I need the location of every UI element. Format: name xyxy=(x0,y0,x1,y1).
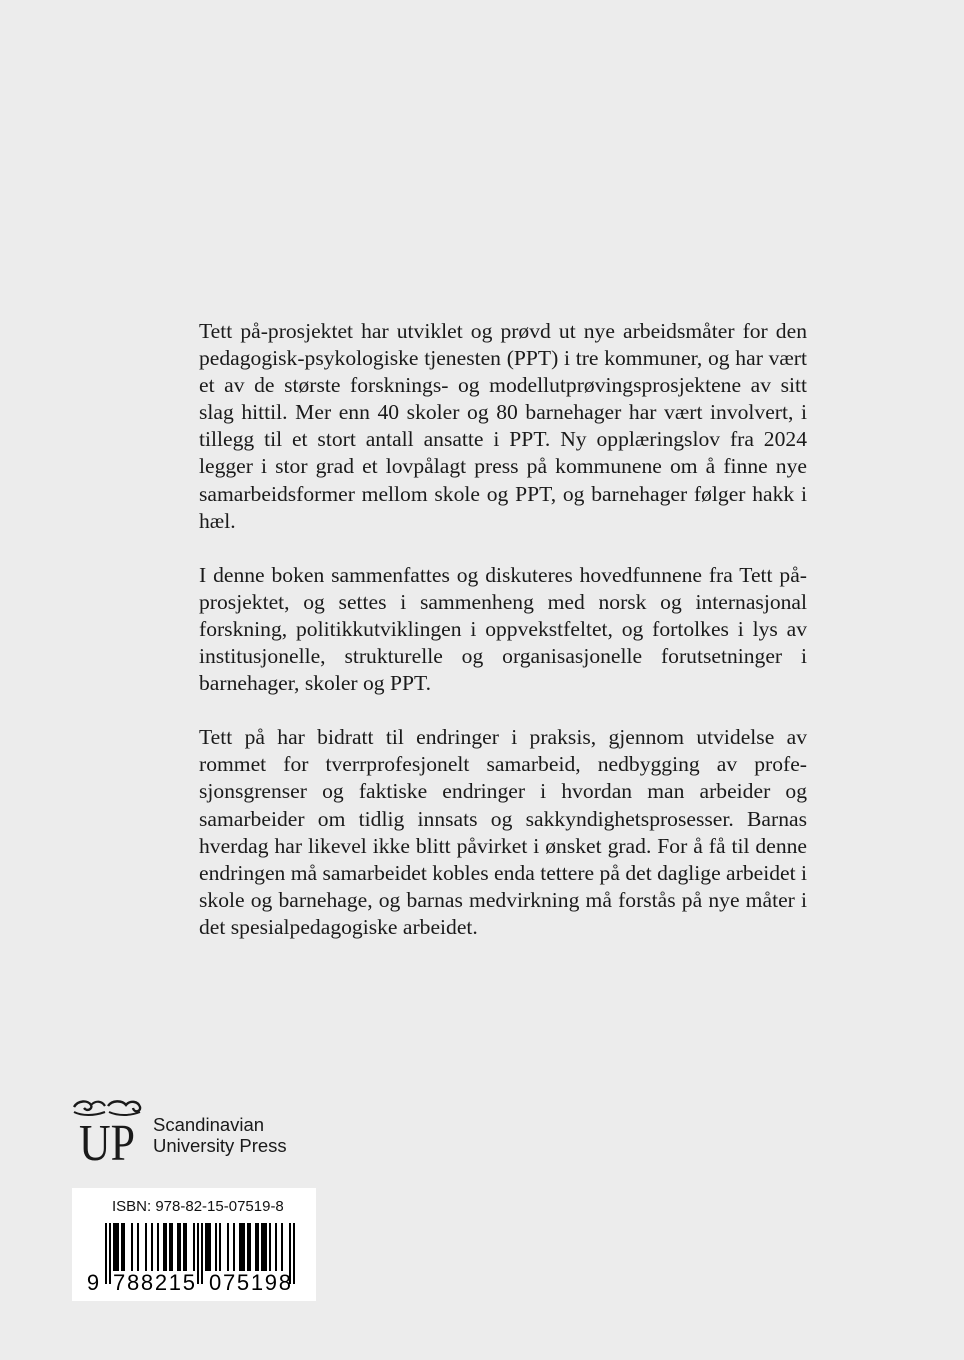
barcode-graphic xyxy=(72,1188,316,1301)
barcode-bar xyxy=(249,1223,251,1271)
barcode-bar xyxy=(185,1223,187,1271)
publisher-logo xyxy=(72,1098,312,1164)
barcode-bar xyxy=(163,1223,165,1271)
barcode-bar xyxy=(263,1223,265,1271)
barcode-bar xyxy=(269,1223,271,1271)
barcode-bar xyxy=(243,1223,245,1271)
barcode-bar xyxy=(275,1223,277,1271)
back-cover-blurb xyxy=(199,318,807,968)
isbn-label: ISBN: 978-82-15-07519-8 xyxy=(112,1198,284,1215)
barcode-bar xyxy=(247,1223,249,1271)
barcode-bar xyxy=(227,1223,229,1271)
up-logo-icon xyxy=(72,1098,142,1164)
barcode-bar xyxy=(207,1223,209,1271)
barcode-bar xyxy=(165,1223,167,1271)
publisher-name-line1: Scandinavian xyxy=(153,1114,265,1135)
logo-letters: UP xyxy=(79,1115,135,1164)
barcode-bar xyxy=(123,1223,125,1271)
barcode-bar xyxy=(121,1223,123,1271)
barcode-bar xyxy=(177,1223,179,1271)
barcode-bar xyxy=(113,1223,115,1271)
barcode-bar xyxy=(169,1223,171,1271)
barcode-bar xyxy=(157,1223,159,1271)
barcode-bar xyxy=(193,1223,195,1271)
barcode-bar xyxy=(241,1223,243,1271)
barcode-bar xyxy=(215,1223,217,1271)
barcode-bar xyxy=(255,1223,257,1271)
barcode-bar xyxy=(233,1223,235,1271)
barcode-guard-bar xyxy=(197,1223,199,1284)
barcode-guard-bar xyxy=(109,1223,111,1284)
barcode-bar xyxy=(171,1223,173,1271)
barcode-bar xyxy=(219,1223,221,1271)
blurb-paragraph-3: Tett på har bidratt til endringer i praksis, gjennom utvidelse av rommet for tverrprofesjonelt samarbeid, nedbygging av profesjonsgrenser og faktiske endringer i hvordan man arbeider og samarbeider om tidlig innsats og sakkyndighetsprosesser. Barnas hverdag har likevel ikke blitt påvirket i ønsket grad. For å få til denne endringen må samarbeidet kobles enda tettere på det daglige arbeidet i skole og barnehage, og barnas medvirkning må forstås på nye måter i det spesialpedagogiske arbeidet. xyxy=(199,725,807,939)
blurb-paragraph-2: I denne boken sammenfattes og diskuteres hovedfunnene fra Tett på-prosjektet, og settes i sammenheng med norsk og internasjonal forskning, politikkutviklingen i oppvekstfeltet, og fortolkes i lys av institusjonelle, strukturelle og organisasjonelle forutsetninger i barnehager, skoler og PPT. xyxy=(199,562,807,696)
barcode-right-digits: 075198 xyxy=(209,1270,291,1295)
barcode-bar xyxy=(179,1223,181,1271)
isbn-barcode-box xyxy=(72,1188,316,1301)
barcode-guard-bar xyxy=(105,1223,107,1284)
barcode-bar xyxy=(145,1223,147,1271)
barcode-guard-bar xyxy=(201,1223,203,1284)
blurb-paragraph-1: Tett på-prosjektet har utviklet og prøvd ut nye arbeidsmåter for den pedagogisk-psykologiske tjenesten (PPT) i tre kommuner, og har vært et av de største forsknings- og modellutprøvingsprosjektene av sitt slag hittil. Mer enn 40 skoler og 80 barnehager har vært involvert, i tillegg til et stort antall ansatte i PPT. Ny opplæringslov fra 2024 legger i stor grad et lovpålagt press på kommunene om å finne nye samarbeidsformer mellom skole og PPT, og barnehager følger hakk i hæl. xyxy=(199,319,807,533)
barcode-guard-bar xyxy=(293,1223,295,1284)
barcode-left-digits: 788215 xyxy=(113,1270,195,1295)
barcode-bar xyxy=(131,1223,133,1271)
barcode-bar xyxy=(257,1223,259,1271)
barcode-bar xyxy=(209,1223,211,1271)
barcode-bar xyxy=(205,1223,207,1271)
barcode-bar xyxy=(115,1223,117,1271)
publisher-name xyxy=(153,1114,287,1156)
barcode-bar xyxy=(265,1223,267,1271)
barcode-bar xyxy=(137,1223,139,1271)
barcode-bar xyxy=(117,1223,119,1271)
barcode-bar xyxy=(183,1223,185,1271)
barcode-first-digit: 9 xyxy=(86,1270,100,1295)
barcode-bar xyxy=(239,1223,241,1271)
barcode-bar xyxy=(151,1223,153,1271)
barcode-bar xyxy=(261,1223,263,1271)
publisher-name-line2: University Press xyxy=(153,1135,287,1156)
barcode-bar xyxy=(281,1223,283,1271)
